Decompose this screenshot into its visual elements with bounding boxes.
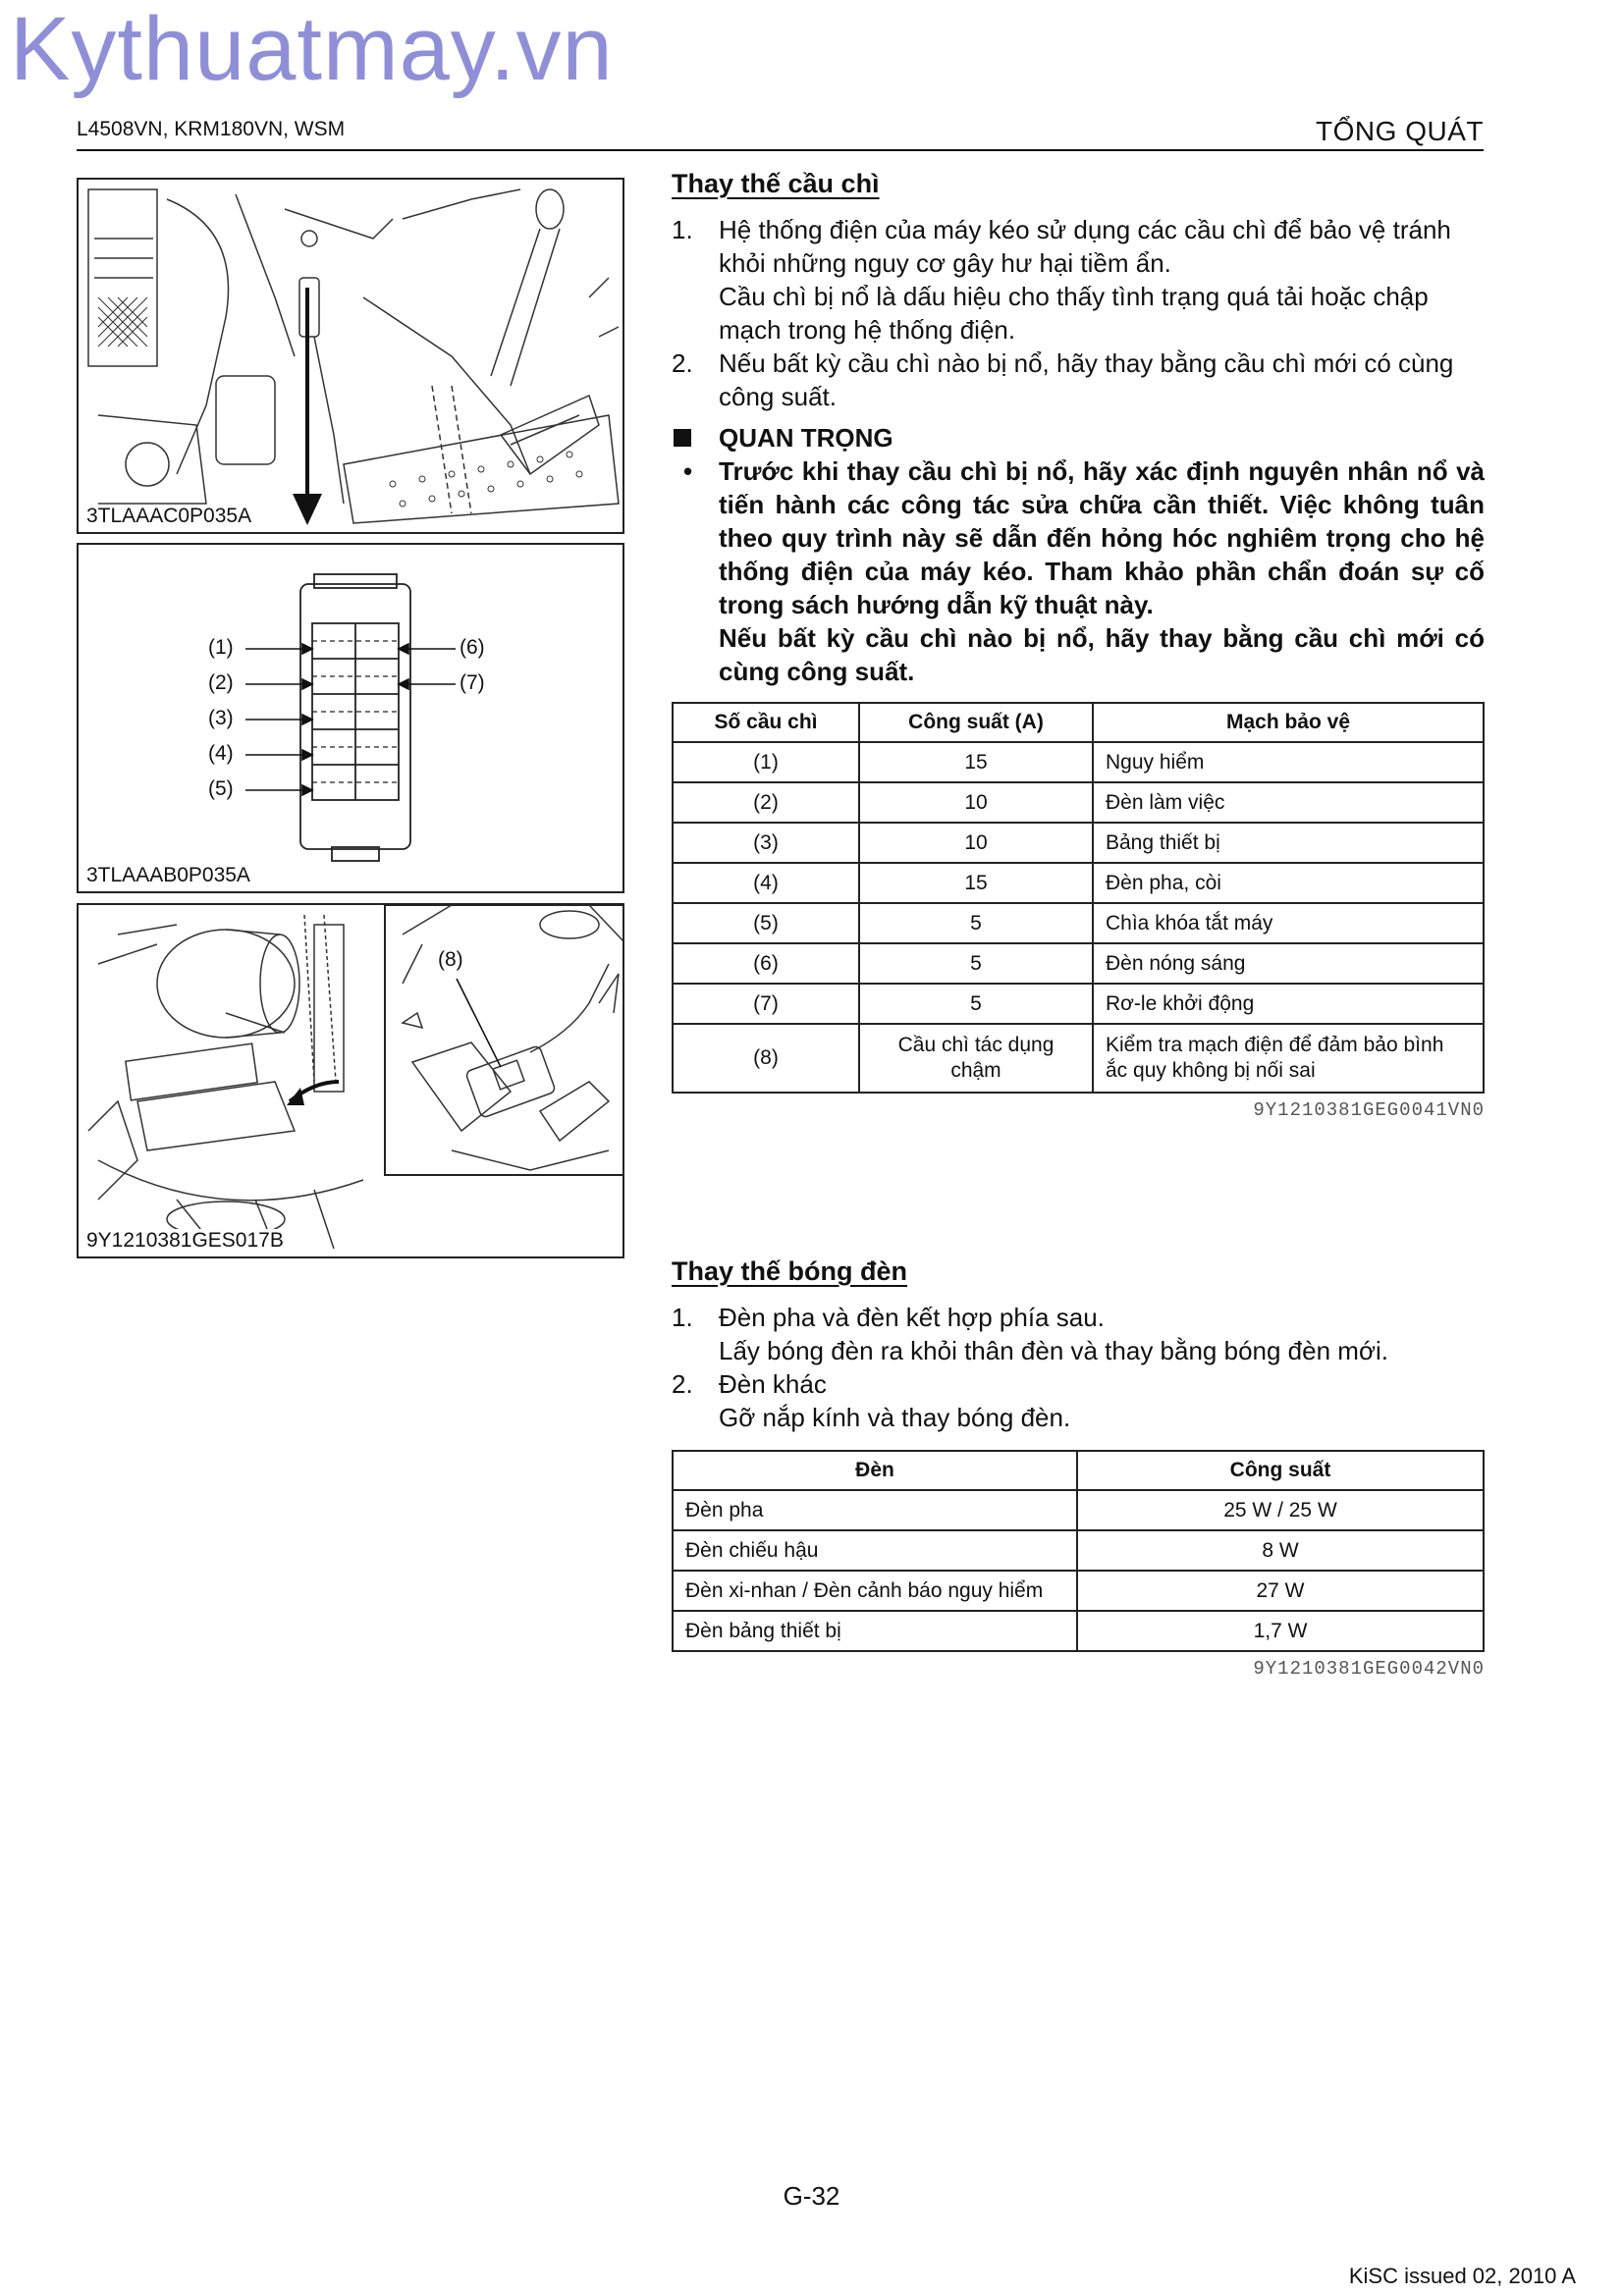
table-cell: 5 [859,903,1093,943]
watermark-logo: Kythuatmay.vn [10,0,614,99]
header-section-title: TỔNG QUÁT [1316,116,1484,146]
table-row [673,984,1484,1024]
figure-fuse-box-location [77,178,624,534]
table-row [673,742,1484,782]
engine-bay-drawing [79,905,624,1258]
table-cell: (7) [673,984,859,1024]
fuse-section [672,169,1485,1121]
table-cell: (6) [673,943,859,984]
figure-caption: 3TLAAAB0P035A [86,864,250,886]
table-header: Công suất [1077,1451,1484,1490]
table-header-row [673,703,1484,742]
important-title: QUAN TRỌNG [719,423,893,453]
table-row [673,943,1484,984]
table-row [673,903,1484,943]
table-cell: 1,7 W [1077,1611,1484,1651]
fuse-label-5: (5) [208,777,234,800]
table-row [673,782,1484,823]
table-cell: (1) [673,742,859,782]
bullet-icon: • [683,456,693,486]
table-reference-code: 9Y1210381GEG0041VN0 [1253,1099,1485,1121]
fuse-label-2: (2) [208,671,234,694]
fuse-label-7: (7) [460,671,485,694]
table-row [673,1611,1484,1651]
issue-note: KiSC issued 02, 2010 A [1348,2264,1576,2288]
fuse-box-drawing [79,545,624,893]
table-cell: (5) [673,903,859,943]
fuse-label-1: (1) [208,636,234,659]
table-cell: 27 W [1077,1571,1484,1611]
header-divider [77,149,1484,151]
important-text: Nếu bất kỳ cầu chì nào bị nổ, hãy thay bằng cầu chì mới có cùng công suất. [719,623,1485,686]
step-text: Đèn khác [719,1369,827,1399]
step-text: Đèn pha và đèn kết hợp phía sau. [719,1303,1105,1332]
table-header: Mạch bảo vệ [1093,703,1484,742]
table-cell: 5 [859,984,1093,1024]
table-cell: Kiểm tra mạch điện để đảm bảo bình ắc quy không bị nối sai [1093,1024,1484,1093]
figure-caption: 3TLAAAC0P035A [86,505,252,527]
table-header-row [673,1451,1484,1490]
important-note [672,454,1485,688]
fuse-label-4: (4) [208,742,234,765]
step-number: 2. [672,1369,693,1399]
tractor-pedal-drawing [79,180,624,534]
table-row [673,823,1484,863]
figure-caption: 9Y1210381GES017B [86,1229,284,1252]
table-cell: 15 [859,742,1093,782]
fuse-step-2 [672,347,1485,413]
table-row [673,1530,1484,1571]
bulb-section-title: Thay thế bóng đèn [672,1256,907,1286]
important-text: Trước khi thay cầu chì bị nổ, hãy xác định nguyên nhân nổ và tiến hành các công tác sửa chữa cần thiết. Việc không tuân theo quy trình này sẽ dẫn đến hỏng hóc nghiêm trọng cho hệ thống điện của máy kéo. Tham khảo phần chẩn đoán sự cố trong sách hướng dẫn kỹ thuật này. [719,456,1485,619]
bulb-section [672,1256,1485,1680]
bulb-step-1 [672,1301,1485,1367]
fuse-step-1 [672,213,1485,347]
step-text: Gỡ nắp kính và thay bóng đèn. [719,1403,1071,1432]
step-text: Lấy bóng đèn ra khỏi thân đèn và thay bằng bóng đèn mới. [719,1336,1388,1365]
table-cell: 15 [859,863,1093,903]
figure-fuse-box-layout [77,543,624,893]
table-reference-code: 9Y1210381GEG0042VN0 [1253,1658,1485,1680]
step-number: 2. [672,348,693,378]
fuse-section-title: Thay thế cầu chì [672,169,880,198]
table-cell: (2) [673,782,859,823]
bulb-step-2 [672,1367,1485,1434]
header-model: L4508VN, KRM180VN, WSM [77,118,346,140]
page-number: G-32 [783,2181,840,2211]
table-cell: 10 [859,782,1093,823]
table-cell: Đèn chiếu hậu [673,1530,1077,1571]
table-cell: Đèn pha [673,1490,1077,1530]
step-number: 1. [672,1303,693,1332]
table-row [673,1490,1484,1530]
slow-blow-fuse-label: (8) [438,948,463,971]
fuse-label-3: (3) [208,707,234,729]
square-bullet-icon [674,429,691,447]
fuse-label-6: (6) [460,636,485,659]
table-cell: Rơ-le khởi động [1093,984,1484,1024]
table-header: Số cầu chì [673,703,859,742]
table-cell: 8 W [1077,1530,1484,1571]
figure-slow-blow-fuse [77,903,624,1258]
important-heading [672,421,1485,454]
table-cell: Chìa khóa tắt máy [1093,903,1484,943]
table-cell: (8) [673,1024,859,1093]
table-cell: Đèn bảng thiết bị [673,1611,1077,1651]
step-text: Nếu bất kỳ cầu chì nào bị nổ, hãy thay bằng cầu chì mới có cùng công suất. [719,348,1454,411]
table-cell: Đèn pha, còi [1093,863,1484,903]
table-cell: (4) [673,863,859,903]
table-cell: Đèn nóng sáng [1093,943,1484,984]
table-header: Công suất (A) [859,703,1093,742]
table-row [673,1571,1484,1611]
table-cell: 10 [859,823,1093,863]
step-text: Hệ thống điện của máy kéo sử dụng các cầu chì để bảo vệ tránh khỏi những nguy cơ gây hư hại tiềm ẩn. [719,215,1451,278]
table-row [673,1024,1484,1093]
table-cell: Đèn xi-nhan / Đèn cảnh báo nguy hiểm [673,1571,1077,1611]
table-cell: 5 [859,943,1093,984]
table-cell: Nguy hiểm [1093,742,1484,782]
table-cell: Bảng thiết bị [1093,823,1484,863]
fuse-table [672,702,1485,1094]
table-cell: (3) [673,823,859,863]
table-cell: Cầu chì tác dụng chậm [859,1024,1093,1093]
step-text: Cầu chì bị nổ là dấu hiệu cho thấy tình trạng quá tải hoặc chập mạch trong hệ thống điện. [719,282,1429,345]
bulb-table [672,1450,1485,1652]
table-header: Đèn [673,1451,1077,1490]
table-cell: 25 W / 25 W [1077,1490,1484,1530]
step-number: 1. [672,215,693,244]
table-cell: Đèn làm việc [1093,782,1484,823]
table-row [673,863,1484,903]
